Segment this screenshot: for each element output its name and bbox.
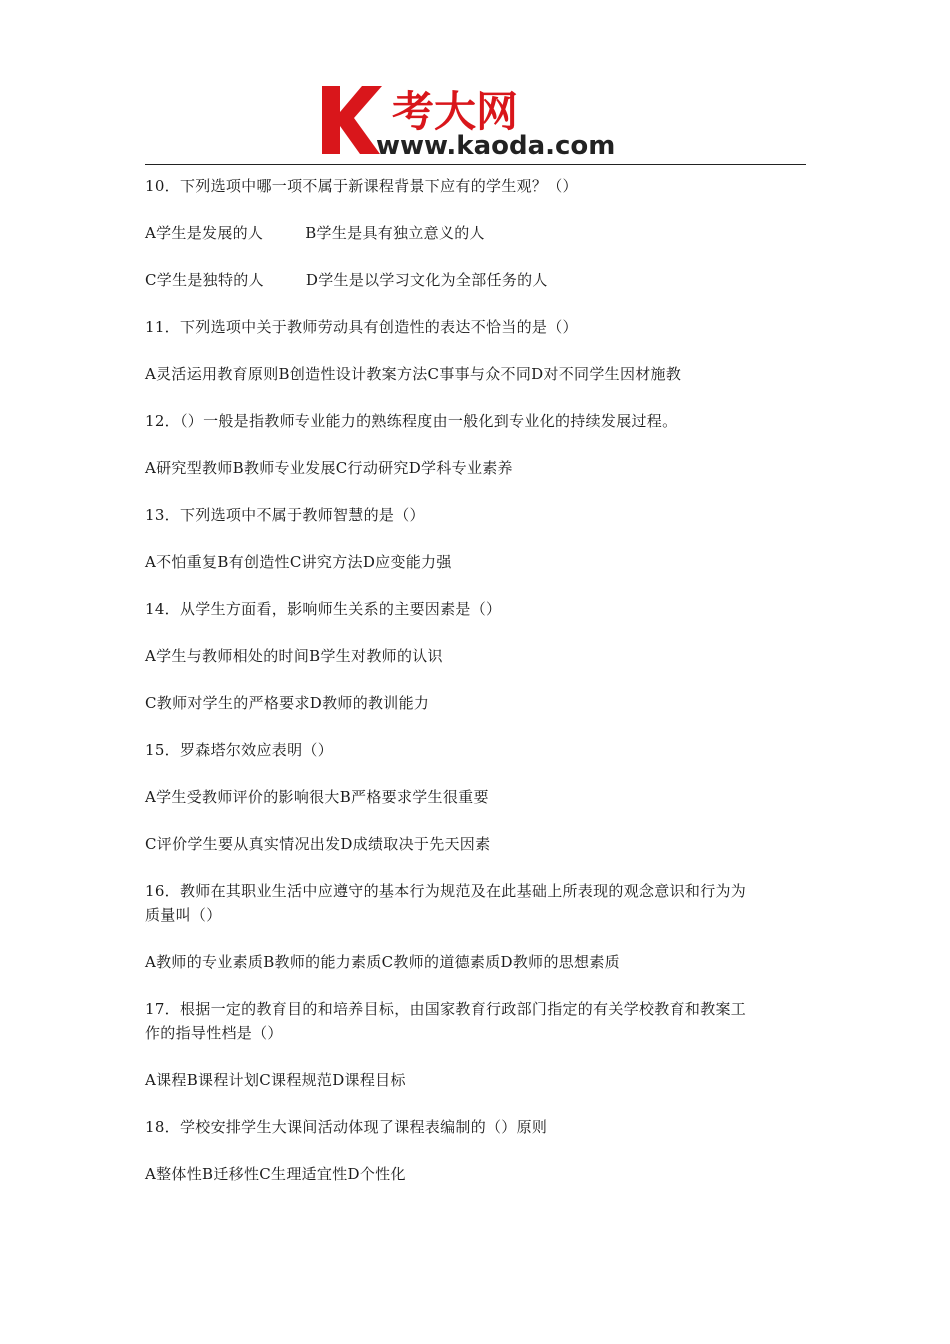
question-17-options: A课程B课程计划C课程规范D课程目标 xyxy=(145,1071,406,1089)
question-10-options-ab xyxy=(145,221,806,245)
question-16-stem-line1: 16．教师在其职业生活中应遵守的基本行为规范及在此基础上所表现的观念意识和行为为 xyxy=(145,882,747,900)
question-16-options: A教师的专业素质B教师的能力素质C教师的道德素质D教师的思想素质 xyxy=(145,953,620,971)
question-10-options-cd xyxy=(145,268,806,292)
question-17-stem-line1: 17．根据一定的教育目的和培养目标，由国家教育行政部门指定的有关学校教育和教案工 xyxy=(145,1000,747,1018)
question-18-options: A整体性B迁移性C生理适宜性D个性化 xyxy=(145,1165,406,1183)
question-11-stem: 11．下列选项中关于教师劳动具有创造性的表达不恰当的是（） xyxy=(145,318,578,336)
option-d: D学生是以学习文化为全部任务的人 xyxy=(305,271,548,289)
question-15-stem: 15．罗森塔尔效应表明（） xyxy=(145,741,333,759)
kaoda-logo-graphic xyxy=(318,80,638,160)
option-c: C学生是独特的人 xyxy=(145,271,264,289)
question-12-stem: 12．（）一般是指教师专业能力的熟练程度由一般化到专业化的持续发展过程。 xyxy=(145,412,678,430)
question-10-stem: 10．下列选项中哪一项不属于新课程背景下应有的学生观？（） xyxy=(145,177,578,195)
question-15-options-ab: A学生受教师评价的影响很大B严格要求学生很重要 xyxy=(145,788,489,806)
option-b: B学生是具有独立意义的人 xyxy=(305,224,485,242)
logo-title: 考大网 xyxy=(392,87,519,136)
question-14-options-ab: A学生与教师相处的时间B学生对教师的认识 xyxy=(145,647,443,665)
logo-k-mark xyxy=(322,86,382,154)
kaoda-logo xyxy=(318,80,638,160)
question-16-stem-line2: 质量叫（） xyxy=(145,906,222,924)
question-17-stem-line2: 作的指导性档是（） xyxy=(145,1024,283,1042)
question-12-options: A研究型教师B教师专业发展C行动研究D学科专业素养 xyxy=(145,459,513,477)
question-13-stem: 13．下列选项中不属于教师智慧的是（） xyxy=(145,506,425,524)
question-15-options-cd: C评价学生要从真实情况出发D成绩取决于先天因素 xyxy=(145,835,491,853)
logo-url: www.kaoda.com xyxy=(376,131,616,160)
question-14-stem: 14．从学生方面看，影响师生关系的主要因素是（） xyxy=(145,600,502,618)
question-13-options: A不怕重复B有创造性C讲究方法D应变能力强 xyxy=(145,553,452,571)
question-11-options: A灵活运用教育原则B创造性设计教案方法C事事与众不同D对不同学生因材施教 xyxy=(145,365,682,383)
question-18-stem: 18．学校安排学生大课间活动体现了课程表编制的（）原则 xyxy=(145,1118,548,1136)
header-divider xyxy=(145,164,806,165)
question-list xyxy=(145,174,806,1186)
question-14-options-cd: C教师对学生的严格要求D教师的教训能力 xyxy=(145,694,430,712)
option-a: A学生是发展的人 xyxy=(145,224,264,242)
